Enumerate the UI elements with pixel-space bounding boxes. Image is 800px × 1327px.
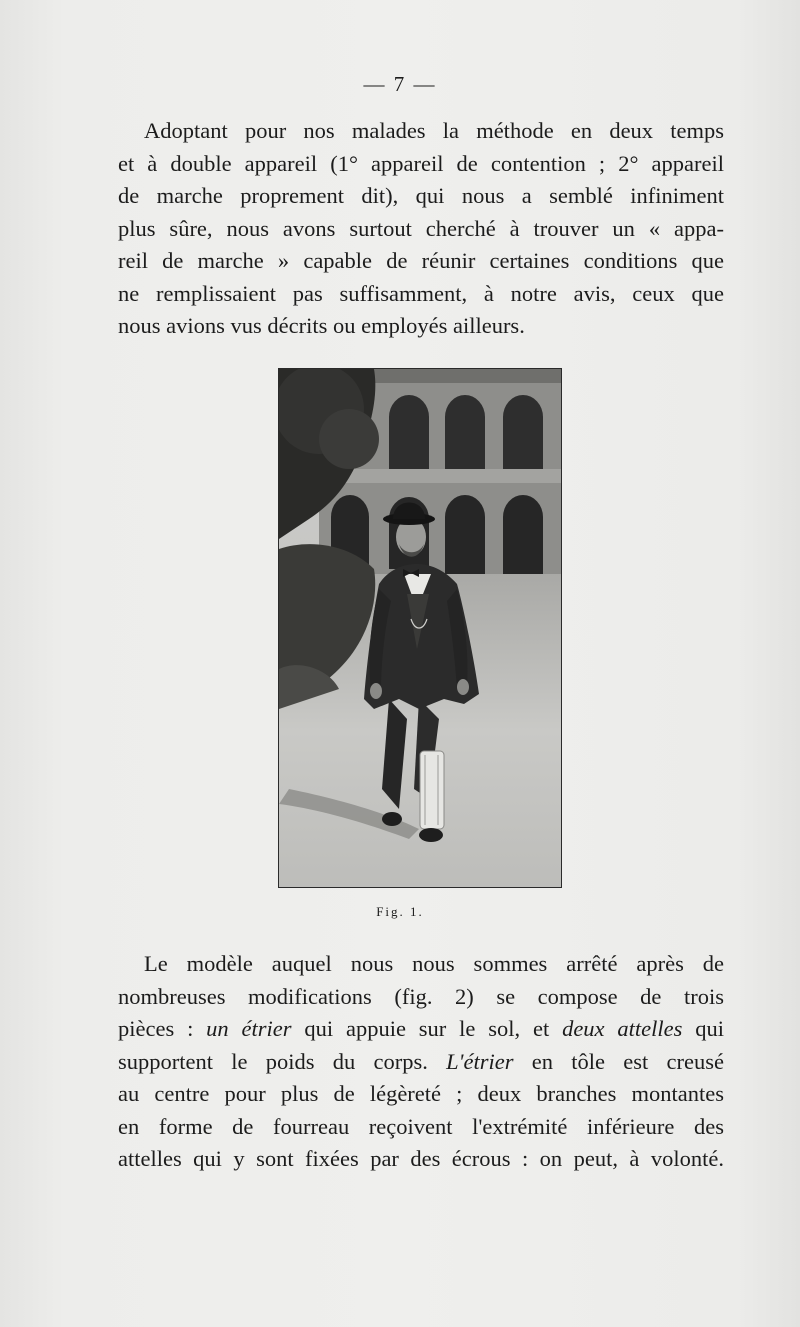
text-line: en forme de fourreau reçoivent l'extrémité inférieure des [118, 1113, 724, 1139]
text-line [118, 1046, 724, 1079]
text-line: de marche proprement dit), qui nous a semblé infiniment [118, 183, 724, 208]
text-line: plus sûre, nous avons surtout cherché à trouver un « appa- [118, 215, 724, 241]
text-line [118, 1013, 724, 1046]
text-span: qui appuie sur le sol, et [291, 1016, 563, 1041]
photo-man-walking-with-leg-brace [279, 369, 561, 887]
text-line: Adoptant pour nos malades la méthode en deux temps [144, 118, 724, 143]
text-line: Le modèle auquel nous nous sommes arrêté après de [144, 951, 724, 976]
text-line: attelles qui y sont fixées par des écrous : on peut, à volonté. [118, 1146, 724, 1171]
text-line: nombreuses modifications (fig. 2) se compose de trois [118, 983, 724, 1009]
text-span: supportent le poids du corps. [118, 1048, 447, 1074]
figure-photograph [278, 368, 562, 888]
italic-term: L'étrier [446, 1048, 514, 1074]
page-number: — 7 — [363, 72, 437, 96]
text-span: en tôle est creusé [513, 1048, 724, 1074]
italic-term: deux attelles [562, 1016, 683, 1041]
text-line: au centre pour plus de légèreté ; deux branches montantes [118, 1081, 724, 1106]
figure-caption: Fig. 1. [376, 904, 424, 919]
text-span: pièces : [118, 1016, 207, 1041]
paragraph-1 [118, 115, 724, 343]
text-line: nous avions vus décrits ou employés ailleurs. [118, 313, 525, 338]
italic-term: un étrier [206, 1016, 292, 1041]
text-line: reil de marche » capable de réunir certaines conditions que [118, 248, 724, 273]
text-span: qui [682, 1016, 724, 1041]
paragraph-2 [118, 948, 724, 1176]
text-line: ne remplissaient pas suffisamment, à notre avis, ceux que [118, 280, 724, 306]
text-line: et à double appareil (1° appareil de contention ; 2° appareil [118, 150, 724, 176]
